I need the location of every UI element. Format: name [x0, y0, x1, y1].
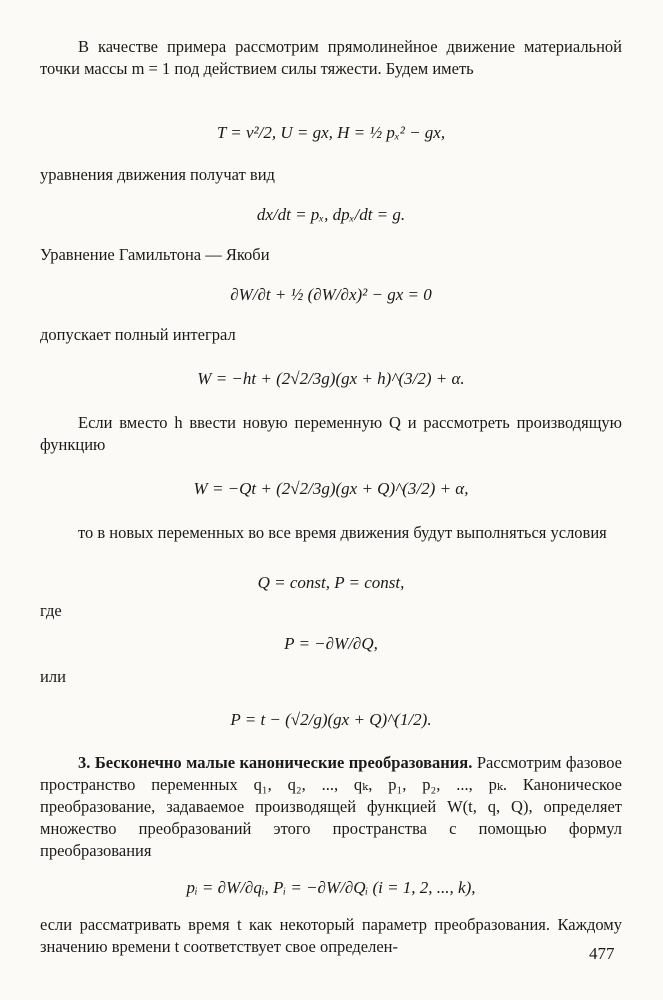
equation-4: [40, 346, 622, 412]
equation-3: [40, 266, 622, 324]
page-body: [40, 36, 622, 958]
equation-1: [40, 102, 622, 164]
equation-6-text: Q = const, P = const,: [257, 573, 405, 592]
equation-3-text: ∂W/∂t + ½ (∂W/∂x)² − gx = 0: [230, 285, 432, 304]
equation-7-text: P = −∂W/∂Q,: [284, 634, 378, 653]
equation-6: [40, 566, 622, 600]
section-title: 3. Бесконечно малые канонические преобразования.: [78, 753, 473, 772]
paragraph-9: [40, 752, 622, 862]
equation-8-text: P = t − (√2/g)(gx + Q)^(1/2).: [230, 710, 432, 729]
paragraph-6: то в новых переменных во все время движения будут выполняться условия: [78, 523, 607, 542]
equation-1-text: T = v²/2, U = gx, H = ½ pₓ² − gx,: [216, 123, 446, 142]
paragraph-7: где: [40, 601, 62, 620]
paragraph-2: уравнения движения получат вид: [40, 165, 275, 184]
paragraph-3: Уравнение Гамильтона — Якоби: [40, 245, 270, 264]
page-number: 477: [589, 944, 615, 963]
equation-9: [40, 862, 622, 914]
paragraph-5: Если вместо h ввести новую переменную Q и рассмотреть производящую функцию: [40, 413, 622, 454]
equation-5: [40, 456, 622, 522]
equation-4-text: W = −ht + (2√2/3g)(gx + h)^(3/2) + α.: [197, 369, 465, 388]
paragraph-10: если рассматривать время t как некоторый параметр преобразования. Каждому значению времени t соответствует свое определен-: [40, 915, 622, 956]
equation-5-text: W = −Qt + (2√2/3g)(gx + Q)^(3/2) + α,: [193, 479, 469, 498]
paragraph-9-text: Рассмотрим фазовое пространство переменных q₁, q₂, ..., qₖ, p₁, p₂, ..., pₖ. Каноническое преобразование, задаваемое производящей функцией W(t, q, Q), определяет множество преобразований этого пространства с помощью формул преобразования: [40, 753, 622, 860]
paragraph-4: допускает полный интеграл: [40, 325, 236, 344]
equation-7: [40, 622, 622, 666]
equation-8: [40, 688, 622, 752]
equation-2-text: dx/dt = pₓ, dpₓ/dt = g.: [256, 205, 406, 224]
paragraph-1: В качестве примера рассмотрим прямолинейное движение материальной точки массы m = 1 под действием силы тяжести. Будем иметь: [40, 37, 622, 78]
equation-2: [40, 186, 622, 244]
equation-9-text: pᵢ = ∂W/∂qᵢ, Pᵢ = −∂W/∂Qᵢ (i = 1, 2, ..., k),: [186, 878, 476, 897]
paragraph-8: или: [40, 667, 66, 686]
